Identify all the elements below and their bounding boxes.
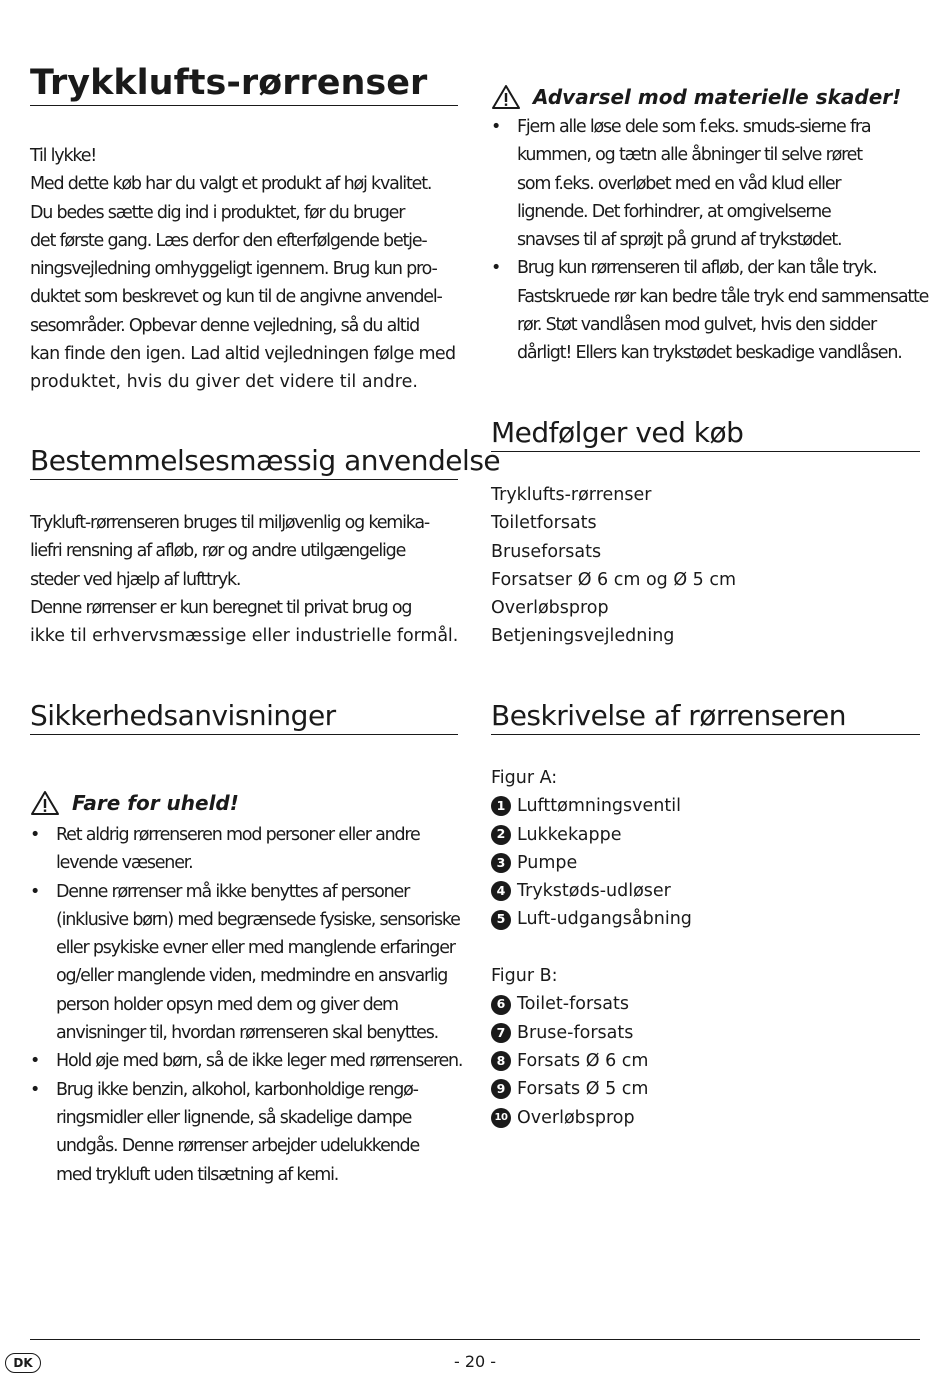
part-item: [491, 905, 692, 933]
figure-b-label: Figur B:: [491, 966, 558, 987]
bullet-line: (inklusive børn) med begrænsede fysiske, sensoriske: [56, 909, 460, 930]
intended-use-title: Bestemmelsesmæssig anvendelse: [30, 443, 458, 480]
bullet-line: og/eller manglende viden, medmindre en ansvarlig: [56, 966, 448, 987]
included-item: Tryklufts-rørrenser: [491, 485, 652, 505]
intended-use-line: Trykluft-rørrenseren bruges til miljøvenlig og kemika-: [30, 513, 430, 533]
part-number-badge: 3: [491, 853, 511, 873]
included-item: Toiletforsats: [491, 513, 597, 534]
bullet-line: • Ret aldrig rørrenseren mod personer eller andre: [30, 821, 462, 849]
part-item: [491, 1019, 692, 1047]
part-label: Pumpe: [517, 852, 578, 873]
part-number-badge: 7: [491, 1023, 511, 1043]
intro-line: Med dette køb har du valgt et produkt af høj kvalitet.: [30, 174, 432, 195]
part-label: Trykstøds-udløser: [517, 881, 671, 902]
part-label: Lukkekappe: [517, 824, 622, 845]
bullet-line: lignende. Det forhindrer, at omgivelserne: [517, 201, 831, 222]
intended-use-line: Denne rørrenser er kun beregnet til privat brug og: [30, 597, 412, 618]
part-number-badge: 10: [491, 1108, 511, 1128]
intended-use-text: [30, 509, 458, 650]
part-item: [491, 849, 692, 877]
safety-list: [30, 821, 462, 1189]
part-item: [491, 1075, 692, 1103]
bullet-line: • Hold øje med børn, så de ikke leger med rørrenseren.: [30, 1047, 462, 1075]
part-item: [491, 877, 692, 905]
material-damage-list: [491, 113, 928, 368]
intended-use-line: liefri rensning af afløb, rør og andre utilgængelige: [30, 541, 406, 562]
intro-line: kan finde den igen. Lad altid vejledningen følge med: [30, 344, 456, 365]
included-item: Overløbsprop: [491, 598, 609, 619]
bullet-line: levende væsener.: [56, 853, 193, 874]
bullet-line: • Fjern alle løse dele som f.eks. smuds-sierne fra: [491, 113, 928, 141]
included-title: Medfølger ved køb: [491, 415, 920, 452]
bullet-line: anvisninger til, hvordan rørrenseren skal benyttes.: [56, 1023, 439, 1044]
part-label: Toilet-forsats: [517, 994, 629, 1015]
description-block: [491, 764, 692, 1132]
material-warning-heading: [491, 82, 901, 112]
warning-triangle-icon: [491, 84, 521, 110]
page-title: Trykklufts-rørrenser: [30, 60, 458, 106]
part-item: [491, 990, 692, 1018]
intro-line: ningsvejledning omhyggeligt igennem. Brug kun pro-: [30, 259, 437, 280]
bullet-line: ringsmidler eller lignende, så skadelige dampe: [56, 1107, 412, 1128]
page-number: - 20 -: [453, 1352, 497, 1371]
figure-a-label: Figur A:: [491, 768, 558, 788]
bullet-line: snavses til af sprøjt på grund af trykstødet.: [517, 230, 842, 251]
bullet-line: rør. Støt vandlåsen mod gulvet, hvis den sidder: [517, 315, 876, 336]
material-warning-text: Advarsel mod materielle skader!: [533, 85, 902, 109]
part-label: Overløbsprop: [517, 1107, 635, 1128]
figure-a-list: [491, 792, 692, 933]
part-number-badge: 9: [491, 1079, 511, 1099]
bullet-line: kummen, og tætn alle åbninger til selve røret: [517, 145, 862, 166]
part-number-badge: 2: [491, 825, 511, 845]
intro-line: duktet som beskrevet og kun til de angivne anvendel-: [30, 287, 442, 308]
intro-text: [30, 142, 455, 397]
part-label: Bruse-forsats: [517, 1022, 634, 1043]
part-label: Lufttømningsventil: [517, 796, 681, 817]
intro-line: sesområder. Opbevar denne vejledning, så du altid: [30, 315, 420, 336]
intro-line: Du bedes sætte dig ind i produktet, før du bruger: [30, 202, 405, 223]
part-number-badge: 1: [491, 796, 511, 816]
part-number-badge: 6: [491, 995, 511, 1015]
included-list: [491, 481, 736, 651]
part-number-badge: 5: [491, 910, 511, 930]
bullet-line: • Brug ikke benzin, alkohol, karbonholdige rengø-: [30, 1076, 462, 1104]
intended-use-line: ikke til erhvervsmæssige eller industrielle formål.: [30, 626, 459, 647]
footer-divider: [30, 1339, 920, 1340]
part-item: [491, 792, 692, 820]
intended-use-line: steder ved hjælp af lufttryk.: [30, 569, 241, 590]
accident-warning-text: Fare for uheld!: [72, 791, 239, 815]
safety-title: Sikkerhedsanvisninger: [30, 698, 458, 735]
bullet-line: undgås. Denne rørrenser arbejder udelukkende: [56, 1136, 420, 1157]
bullet-line: • Denne rørrenser må ikke benyttes af personer: [30, 878, 462, 906]
part-number-badge: 8: [491, 1051, 511, 1071]
accident-warning-heading: [30, 788, 239, 818]
included-item: Bruseforsats: [491, 541, 602, 562]
bullet-line: som f.eks. overløbet med en våd klud eller: [517, 173, 841, 194]
intro-line: det første gang. Læs derfor den efterfølgende betje-: [30, 230, 427, 251]
intro-line: Til lykke!: [30, 146, 97, 166]
intro-line: produktet, hvis du giver det videre til andre.: [30, 372, 418, 393]
description-title: Beskrivelse af rørrenseren: [491, 698, 920, 735]
part-item: [491, 1047, 692, 1075]
part-label: Luft-udgangsåbning: [517, 909, 692, 930]
part-item: [491, 1104, 692, 1132]
included-item: Forsatser Ø 6 cm og Ø 5 cm: [491, 569, 737, 590]
bullet-line: Fastskruede rør kan bedre tåle tryk end sammensatte: [517, 286, 929, 307]
bullet-line: eller psykiske evner eller med manglende erfaringer: [56, 938, 455, 959]
bullet-line: dårligt! Ellers kan trykstødet beskadige vandlåsen.: [517, 343, 902, 364]
included-item: Betjeningsvejledning: [491, 626, 675, 647]
part-item: [491, 821, 692, 849]
bullet-line: med trykluft uden tilsætning af kemi.: [56, 1164, 339, 1185]
figure-b-list: [491, 990, 692, 1131]
country-badge: DK: [5, 1353, 41, 1373]
part-label: Forsats Ø 5 cm: [517, 1079, 649, 1100]
part-label: Forsats Ø 6 cm: [517, 1050, 649, 1071]
bullet-line: person holder opsyn med dem og giver dem: [56, 994, 398, 1015]
warning-triangle-icon: [30, 790, 60, 816]
bullet-line: • Brug kun rørrenseren til afløb, der kan tåle tryk.: [491, 254, 928, 282]
part-number-badge: 4: [491, 881, 511, 901]
